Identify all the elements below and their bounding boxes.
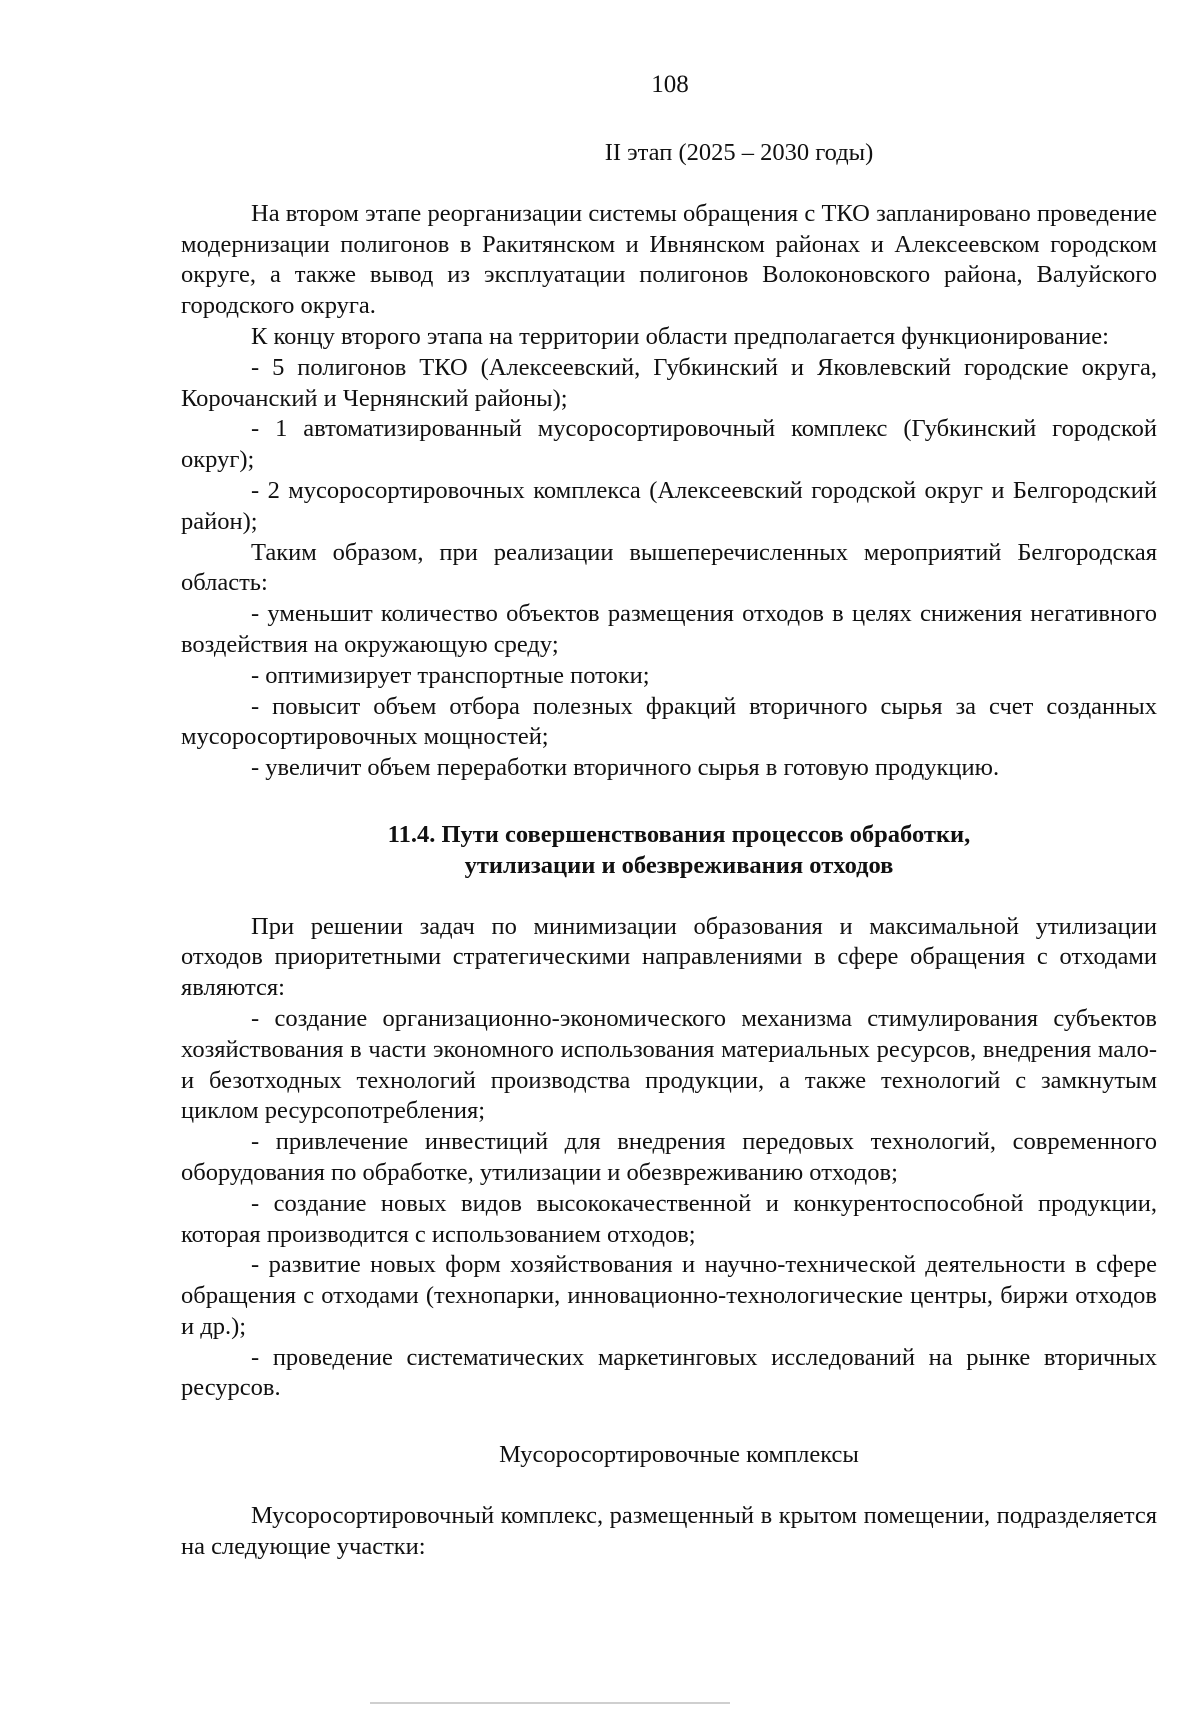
sorting-complex-section	[181, 1501, 1157, 1563]
list-item: - создание новых видов высококачественной и конкурентоспособной продукции, которая производится с использованием отходов;	[181, 1189, 1157, 1248]
scan-artifact-line	[370, 1702, 730, 1704]
section-title-line: 11.4. Пути совершенствования процессов обработки,	[387, 820, 971, 848]
paragraph: При решении задач по минимизации образования и максимальной утилизации отходов приоритетными стратегическими направлениями в сфере обращения с отходами являются:	[181, 912, 1157, 1002]
improvement-section	[181, 912, 1157, 1405]
list-item: - 5 полигонов ТКО (Алексеевский, Губкинский и Яковлевский городские округа, Корочанский и Чернянский районы);	[181, 353, 1157, 412]
list-item: - увеличит объем переработки вторичного сырья в готовую продукцию.	[251, 754, 1000, 782]
list-item: - привлечение инвестиций для внедрения передовых технологий, современного оборудования по обработке, утилизации и обезвреживанию отходов;	[181, 1128, 1157, 1186]
list-item: - уменьшит количество объектов размещения отходов в целях снижения негативного воздействия на окружающую среду;	[181, 600, 1157, 658]
paragraph: К концу второго этапа на территории области предполагается функционирование:	[251, 322, 1109, 350]
subsection-heading: Мусоросортировочные комплексы	[499, 1441, 859, 1469]
paragraph: Мусоросортировочный комплекс, размещенный в крытом помещении, подразделяется на следующие участки:	[181, 1502, 1157, 1560]
list-item: - создание организационно-экономического механизма стимулирования субъектов хозяйствования в части экономного использования материальных ресурсов, внедрения мало- и безотходных технологий производства продукции, а также технологий с замкнутым циклом ресурсопотребления;	[181, 1004, 1157, 1125]
list-item: - развитие новых форм хозяйствования и научно-технической деятельности в сфере обращения с отходами (технопарки, инновационно-технологические центры, биржи отходов и др.);	[181, 1251, 1157, 1340]
paragraph: На втором этапе реорганизации системы обращения с ТКО запланировано проведение модернизации полигонов в Ракитянском и Ивнянском районах и Алексеевском городском округе, а также вывод из эксплуатации полигонов Волоконовского района, Валуйского городского округа.	[181, 199, 1157, 320]
document-body	[181, 138, 1157, 1563]
stage-heading: II этап (2025 – 2030 годы)	[604, 139, 874, 166]
list-item: - проведение систематических маркетинговых исследований на рынке вторичных ресурсов.	[181, 1343, 1157, 1402]
list-item: - 1 автоматизированный мусоросортировочный комплекс (Губкинский городской округ);	[181, 415, 1157, 474]
list-item: - повысит объем отбора полезных фракций вторичного сырья за счет созданных мусоросортировочных мощностей;	[181, 692, 1157, 751]
section-title	[181, 820, 1157, 882]
list-item: - 2 мусоросортировочных комплекса (Алексеевский городской округ и Белгородский район);	[181, 476, 1157, 535]
section-title-line: утилизации и обезвреживания отходов	[464, 851, 894, 879]
stage-section	[181, 199, 1157, 784]
paragraph: Таким образом, при реализации вышеперечисленных мероприятий Белгородская область:	[181, 538, 1157, 597]
page-number: 108	[651, 71, 689, 98]
list-item: - оптимизирует транспортные потоки;	[251, 661, 650, 689]
